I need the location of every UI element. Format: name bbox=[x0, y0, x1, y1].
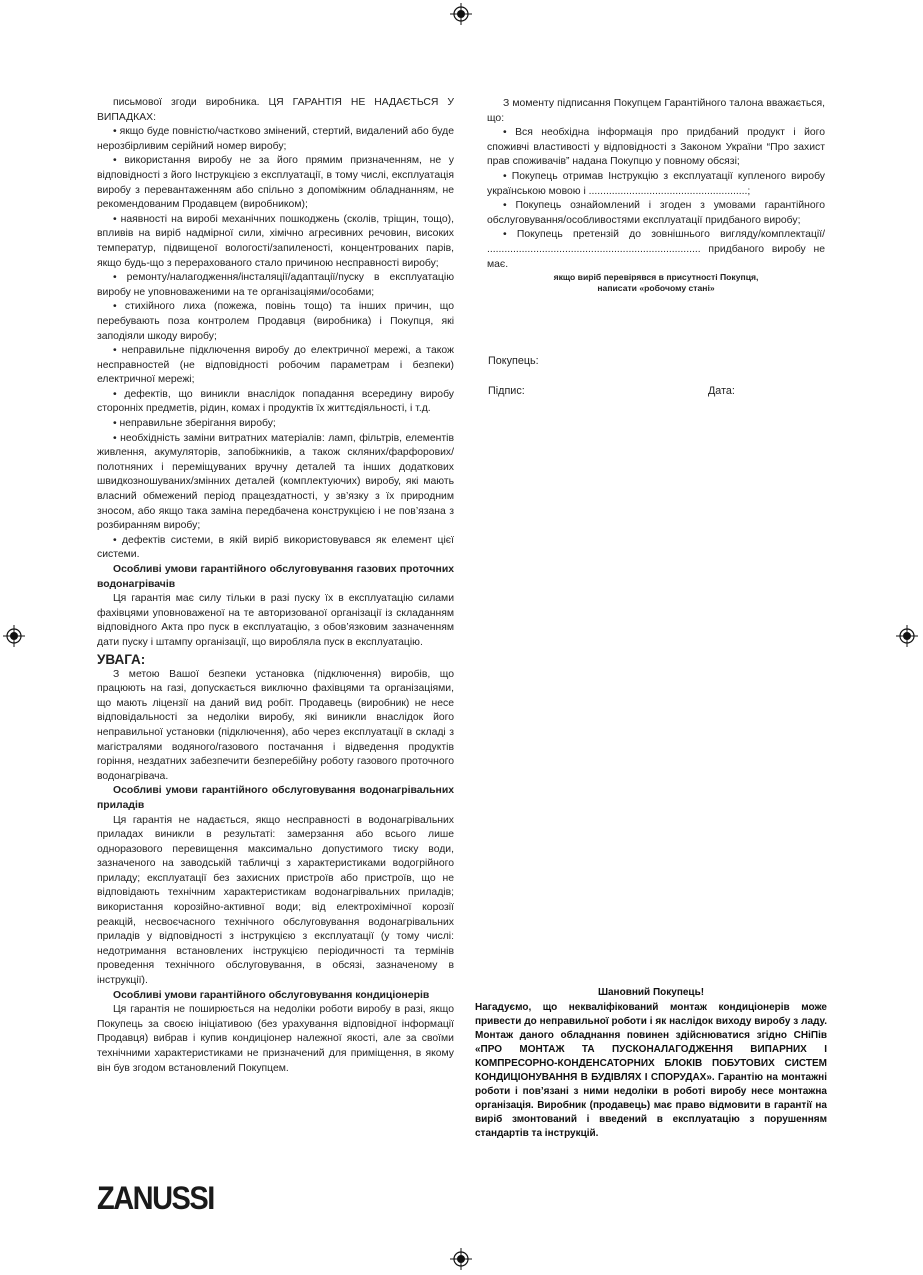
registration-mark-bottom bbox=[450, 1248, 472, 1270]
check-note-line-1: якщо виріб перевірявся в присутності Покупця, bbox=[553, 272, 759, 283]
gas-heaters-heading: Особливі умови гарантійного обслуговування газових проточних водонагрівачів bbox=[97, 564, 454, 590]
attention-text: З метою Вашої безпеки установка (підключення) виробів, що працюють на газі, допускається виключно фахівцями та організаціями, що мають ліцензії на даний вид робіт. Продавець (виробник) не несе відповідальності за недоліки виробу, які виникли внаслідок його неправильної установки (підключення), або через експлуатації в складі з магістралями водяного/газового постачання і відведення продуктів горіння, нездатних забезпечити безперебійну роботу газового проточного водонагрівача. bbox=[97, 668, 454, 782]
exclusion-item: • неправильне зберігання виробу; bbox=[113, 418, 276, 430]
notice-title: Шановний Покупець! bbox=[597, 987, 705, 998]
exclusion-item: • дефектів системи, в якій виріб використовувався як елемент цієї системи. bbox=[97, 534, 454, 561]
registration-mark-top bbox=[450, 3, 472, 25]
registration-mark-right bbox=[896, 625, 918, 647]
check-note-line-2: написати «робочому стані» bbox=[597, 282, 715, 293]
attention-heading: УВАГА: bbox=[97, 651, 146, 667]
air-conditioners-heading: Особливі умови гарантійного обслуговування кондиціонерів bbox=[113, 989, 430, 1001]
gas-heaters-text: Ця гарантія має силу тільки в разі пуску їх в експлуатацію силами фахівцями уповноваженої на те авторизованої організації із складанням відповідного Акта про пуск в експлуатацію, з обов’язковим зазначенням дати пуску і штампу організації, що виробляла пуск в експлуатацію. bbox=[97, 593, 454, 648]
exclusion-item: • наявності на виробі механічних пошкоджень (сколів, тріщин, тощо), впливів на виріб надмірної сили, хімічно агресивних речовин, високих температур, підвищеної вологості/запиленості, концентрованих парів, якщо будь-що з перерахованого стало причиною несправності виробу; bbox=[97, 213, 454, 269]
acknowledgement-item: • Покупець претензій до зовнішнього вигляду/комплектації/ .......................................................................... придбаного виробу не має. bbox=[487, 229, 825, 270]
exclusions-intro: письмової згоди виробника. ЦЯ ГАРАНТІЯ НЕ НАДАЄТЬСЯ У ВИПАДКАХ: bbox=[97, 97, 454, 123]
exclusion-item: • стихійного лиха (пожежа, повінь тощо) та інших причин, що перебувають поза контролем Продавця (виробника) і Покупця, які заподіяли шкоду виробу; bbox=[97, 301, 454, 342]
exclusion-item: • дефектів, що виникли внаслідок попадання всередину виробу сторонніх предметів, рідин, комах і продуктів їх життєдіяльності, і т.д. bbox=[97, 388, 454, 415]
exclusion-item: • неправильне підключення виробу до електричної мережі, а також несправностей (не відповідності робочим параметрам і безпеки) електричної мережі; bbox=[97, 345, 454, 386]
acknowledgement-item: • Вся необхідна інформація про придбаний продукт і його споживчі властивості у відповідності з Законом України “Про захист прав споживачів” надана Покупцю у повному обсязі; bbox=[487, 127, 825, 168]
signature-label: Підпис: bbox=[488, 385, 525, 397]
check-note bbox=[487, 272, 825, 293]
zanussi-logo: ZANUSSI bbox=[97, 1181, 214, 1217]
installation-notice bbox=[475, 986, 827, 1141]
water-heaters-text: Ця гарантія не надається, якщо несправності в водонагрівальних приладах виникли в результаті: замерзання або всього лише одноразового перевищення максимально допустимого тиску води, зазначеного на заводській табличці з характеристиками водогрійного приладу; експлуатації без захисних пристроїв або пристроїв, що не відповідають технічним характеристикам водонагрівальних приладів; використання корозійно-активної води; від електрохімічної корозії реакцій, несвоєчасного технічного обслуговування водонагрівальних приладів у відповідності з інструкцією з експлуатації (у тому числі: недотримання встановлених інструкцією періодичності та термінів проведення технічного обслуговування, в обсязі, зазначеному в інструкції). bbox=[97, 814, 454, 987]
acknowledgement-intro: З моменту підписання Покупцем Гарантійного талона вважається, що: bbox=[487, 98, 825, 124]
exclusion-item: • необхідність заміни витратних матеріалів: ламп, фільтрів, елементів живлення, акумуляторів, запобіжників, а також скляних/фарфорових/полотняних і переміщуваних вручну деталей та інших додаткових швидкозношуваних/змінних деталей (комплектуючих) виробу, які мають власний обмежений період працездатності, у зв’язку з їх природним зносом, або якщо така заміна передбачена конструкцією і не пов’язана з розбиранням виробу; bbox=[97, 432, 454, 532]
water-heaters-heading: Особливі умови гарантійного обслуговування водонагрівальних приладів bbox=[97, 785, 454, 811]
registration-mark-left bbox=[3, 625, 25, 647]
date-label: Дата: bbox=[708, 385, 735, 397]
exclusion-item: • якщо буде повністю/частково змінений, стертий, видалений або буде нерозбірливим серійний номер виробу; bbox=[97, 126, 454, 152]
notice-text: Нагадуємо, що некваліфікований монтаж кондиціонерів може привести до неправильної роботи і як наслідок виходу виробу з ладу. Монтаж даного обладнання повинен здійснюватися згідно СНіПів «ПРО МОНТАЖ ТА ПУСКОНАЛАГОДЖЕННЯ ВИПАРНИХ І КОМПРЕСОРНО-КОНДЕНСАТОРНИХ БЛОКІВ ПОБУТОВИХ СИСТЕМ КОНДИЦІОНУВАННЯ В БУДІВЛЯХ І СПОРУДАХ». Гарантію на монтажні роботи і пов’язані з ними недоліки в роботі виробу несе монтажна організація. Виробник (продавець) має право відмовити в гарантії на виріб змонтований і введений в експлуатацію з порушенням стандартів та інструкцій. bbox=[475, 1002, 827, 1139]
acknowledgement-item: • Покупець ознайомлений і згоден з умовами гарантійного обслуговування/особливостями експлуатації придбаного виробу; bbox=[487, 200, 825, 226]
air-conditioners-text: Ця гарантія не поширюється на недоліки роботи виробу в разі, якщо Покупець за своєю ініціативою (без урахування відповідної інформації Продавця) вибрав і купив кондиціонер належної якості, але за своїми технічними характеристиками не призначений для приміщення, в якому він був згодом встановлений Покупцем. bbox=[97, 1004, 454, 1074]
acknowledgement-item: • Покупець отримав Інструкцію з експлуатації купленого виробу українською мовою і .......................................................; bbox=[487, 170, 825, 197]
buyer-label: Покупець: bbox=[488, 355, 539, 367]
buyer-acknowledgement-column bbox=[487, 97, 825, 293]
exclusion-item: • ремонту/налагодження/інсталяції/адаптації/пуску в експлуатацію виробу не уповноваженими на те організаціями/особами; bbox=[97, 272, 454, 298]
warranty-exclusions-column bbox=[97, 96, 454, 1076]
exclusion-item: • використання виробу не за його прямим призначенням, не у відповідності з його Інструкцією з експлуатації, в тому числі, експлуатація виробу з перевантаженням або спільно з допоміжним обладнанням, не рекомендованим Продавцем (виробником); bbox=[97, 155, 454, 211]
